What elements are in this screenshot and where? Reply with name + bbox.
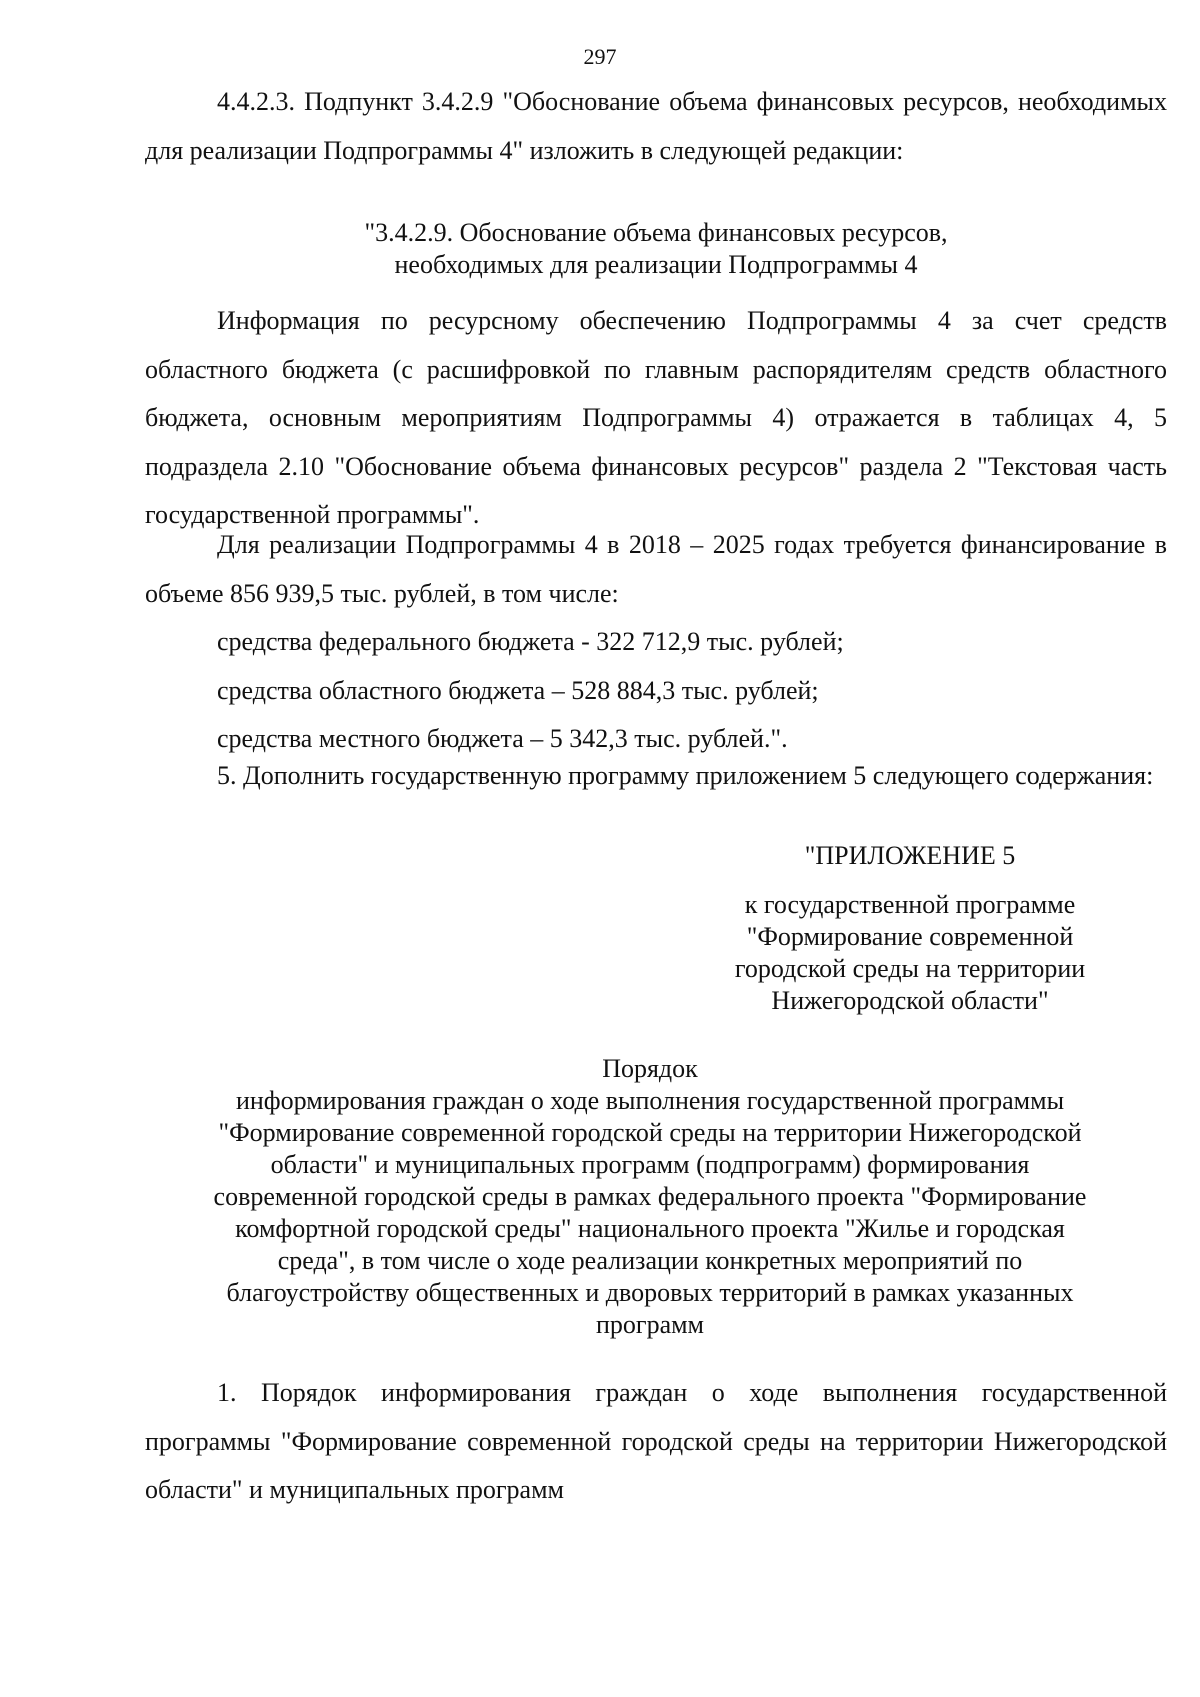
order-title-line: программ bbox=[595, 1310, 705, 1339]
order-title-line: современной городской среды в рамках федерального проекта "Формирование bbox=[213, 1182, 1087, 1211]
paragraph-text: Информация по ресурсному обеспечению Подпрограммы 4 за счет средств областного бюджета (с расшифровкой по главным распорядителям средств областного бюджета, основным мероприятиям Подпрограммы 4) отражается в таблицах 4, 5 подраздела 2.10 "Обоснование объема финансовых ресурсов" раздела 2 "Текстовая часть государственной программы". bbox=[145, 306, 1167, 529]
paragraph-resource-info bbox=[145, 297, 1167, 540]
paragraph-text: 1. Порядок информирования граждан о ходе выполнения государственной программы "Формирование современной городской среды на территории Нижегородской области" и муниципальных программ bbox=[145, 1378, 1167, 1504]
appendix-line: "Формирование современной bbox=[746, 922, 1074, 951]
funding-federal: средства федерального бюджета - 322 712,9 тыс. рублей; bbox=[217, 627, 844, 656]
funding-regional: средства областного бюджета – 528 884,3 тыс. рублей; bbox=[217, 675, 819, 705]
order-title-line: Порядок bbox=[602, 1054, 698, 1083]
order-title-line: благоустройству общественных и дворовых территорий в рамках указанных bbox=[226, 1278, 1074, 1307]
paragraph-text: 4.4.2.3. Подпункт 3.4.2.9 "Обоснование объема финансовых ресурсов, необходимых для реализации Подпрограммы 4" изложить в следующей редакции: bbox=[145, 87, 1167, 165]
order-title-line: "Формирование современной городской среды на территории Нижегородской bbox=[218, 1118, 1082, 1147]
order-title-line: области" и муниципальных программ (подпрограмм) формирования bbox=[270, 1150, 1030, 1179]
heading-line: необходимых для реализации Подпрограммы 4 bbox=[394, 250, 918, 279]
appendix-title bbox=[650, 840, 1170, 872]
funding-local: средства местного бюджета – 5 342,3 тыс. рублей.". bbox=[217, 724, 788, 753]
order-title bbox=[100, 1053, 1200, 1341]
order-title-line: информирования граждан о ходе выполнения государственной программы bbox=[235, 1086, 1065, 1115]
paragraph-text: 5. Дополнить государственную программу приложением 5 следующего содержания: bbox=[217, 761, 1154, 790]
paragraph-text: Для реализации Подпрограммы 4 в 2018 – 2025 годах требуется финансирование в объеме 856 939,5 тыс. рублей, в том числе: bbox=[145, 530, 1167, 608]
paragraph-1 bbox=[145, 1369, 1167, 1515]
appendix-line: городской среды на территории bbox=[734, 954, 1086, 983]
appendix-line: Нижегородской области" bbox=[771, 986, 1049, 1015]
heading-3-4-2-9 bbox=[145, 217, 1167, 281]
appendix-reference bbox=[650, 889, 1170, 1017]
order-title-line: комфортной городской среды" национального проекта "Жилье и городская bbox=[235, 1214, 1065, 1243]
order-title-line: среда", в том числе о ходе реализации конкретных мероприятий по bbox=[277, 1246, 1023, 1275]
page-number: 297 bbox=[583, 44, 617, 69]
paragraph-funding bbox=[145, 521, 1167, 764]
appendix-line: к государственной программе bbox=[744, 890, 1076, 919]
paragraph-4-4-2-3 bbox=[145, 78, 1167, 175]
paragraph-5 bbox=[145, 752, 1167, 801]
appendix-title-line: "ПРИЛОЖЕНИЕ 5 bbox=[804, 841, 1016, 870]
heading-line: "3.4.2.9. Обоснование объема финансовых ресурсов, bbox=[364, 218, 948, 247]
